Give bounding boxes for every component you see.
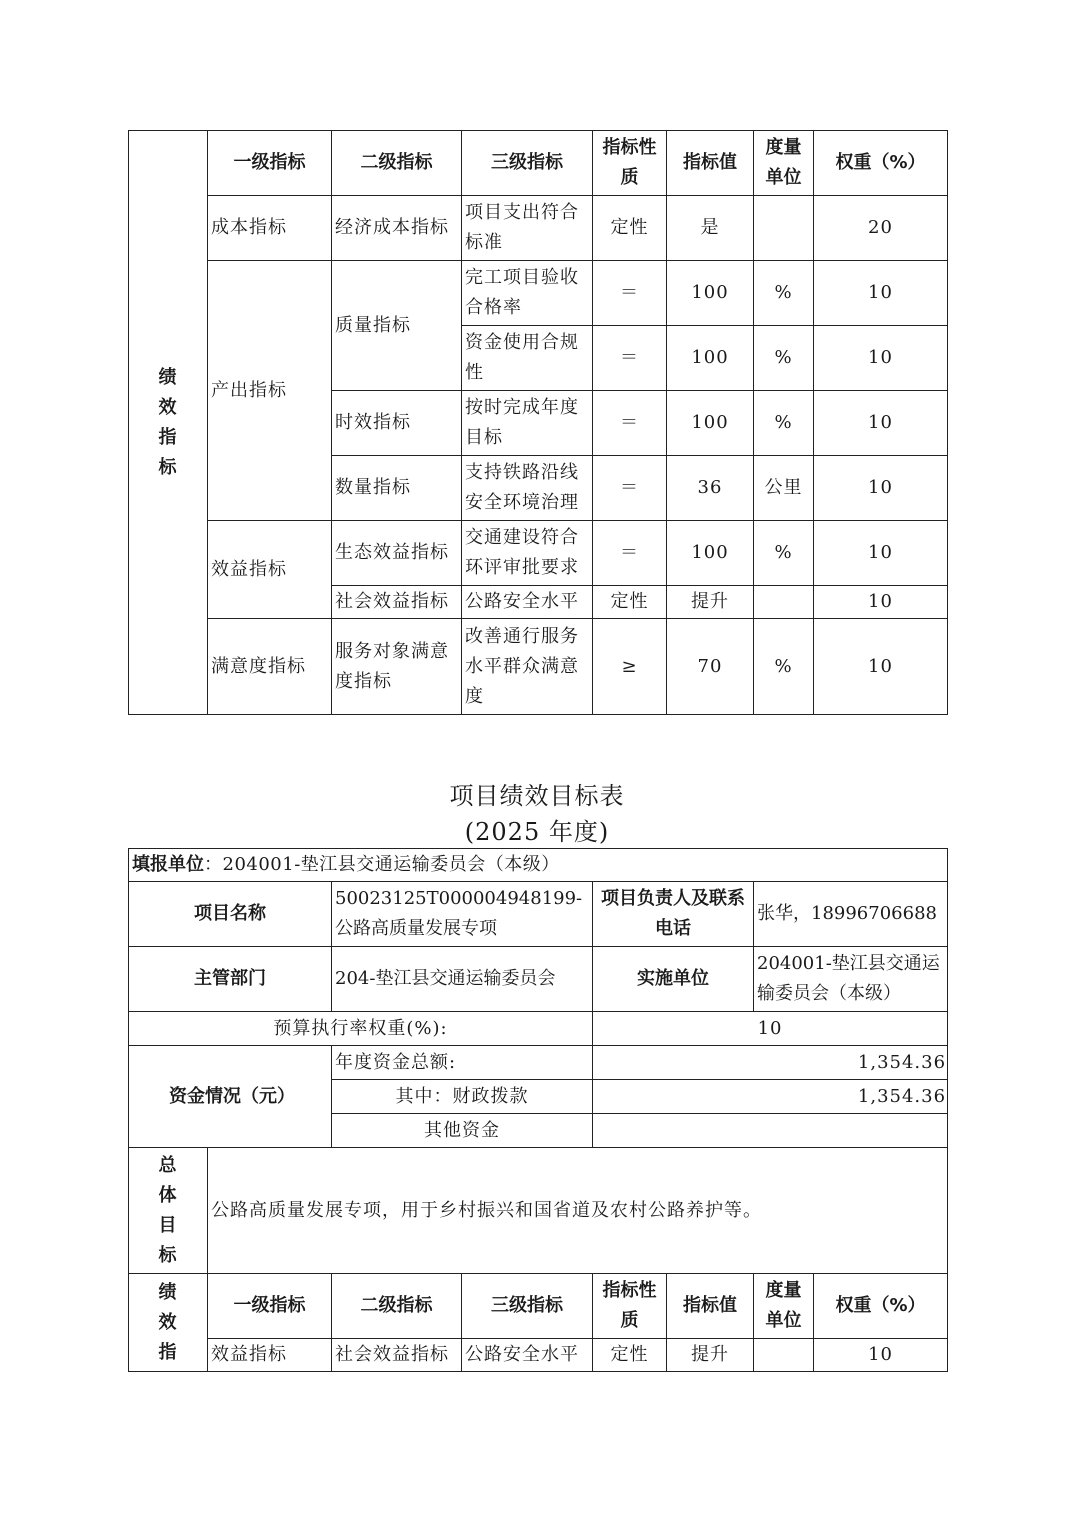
cell-l1: 产出指标: [208, 261, 332, 521]
contact-value: 张华，18996706688: [754, 882, 948, 947]
cell-weight: 20: [814, 196, 948, 261]
overall-goal-text: 公路高质量发展专项，用于乡村振兴和国省道及农村公路养护等。: [208, 1148, 948, 1274]
performance-indicators-side-label: 绩 效 指: [129, 1274, 208, 1372]
project-name-value: 50023125T000004948199-公路高质量发展专项: [332, 882, 593, 947]
performance-indicators-side-label: 绩 效 指 标: [129, 131, 208, 715]
cell-unit: %: [754, 391, 814, 456]
cell-nature: ＝: [593, 456, 667, 521]
cell-nature: 定性: [593, 1339, 667, 1372]
form-title: 项目绩效目标表: [449, 782, 625, 810]
header-level2: 二级指标: [332, 1274, 462, 1339]
annual-total-label: 年度资金总额:: [332, 1046, 593, 1080]
table-row: [129, 1339, 948, 1372]
header-value: 指标值: [667, 131, 754, 196]
cell-l3: 改善通行服务水平群众满意度: [462, 619, 593, 715]
cell-unit: %: [754, 619, 814, 715]
cell-value: 70: [667, 619, 754, 715]
project-name-label: 项目名称: [129, 882, 332, 947]
cell-value: 100: [667, 261, 754, 326]
cell-unit: [754, 1339, 814, 1372]
annual-total-value: 1,354.36: [593, 1046, 948, 1080]
impl-value: 204001-垫江县交通运输委员会（本级）: [754, 947, 948, 1012]
fiscal-label: 其中：财政拨款: [332, 1080, 593, 1114]
dept-label: 主管部门: [129, 947, 332, 1012]
cell-l1: 效益指标: [208, 521, 332, 619]
cell-weight: 10: [814, 619, 948, 715]
cell-value: 100: [667, 391, 754, 456]
cell-l2: 经济成本指标: [332, 196, 462, 261]
filler-unit-row: [129, 849, 948, 882]
table-row: [129, 619, 948, 715]
cell-unit: [754, 196, 814, 261]
header-level1: 一级指标: [208, 1274, 332, 1339]
header-level2: 二级指标: [332, 131, 462, 196]
cell-nature: 定性: [593, 586, 667, 619]
cell-weight: 10: [814, 456, 948, 521]
cell-value: 提升: [667, 1339, 754, 1372]
cell-weight: 10: [814, 586, 948, 619]
other-funds-value: [593, 1114, 948, 1148]
cell-l3: 项目支出符合标准: [462, 196, 593, 261]
cell-l2: 数量指标: [332, 456, 462, 521]
cell-nature: ＝: [593, 521, 667, 586]
header-nature: 指标性质: [593, 131, 667, 196]
other-funds-label: 其他资金: [332, 1114, 593, 1148]
budget-rate-value: 10: [593, 1012, 948, 1046]
cell-weight: 10: [814, 326, 948, 391]
header-level3: 三级指标: [462, 131, 593, 196]
cell-nature: 定性: [593, 196, 667, 261]
header-value: 指标值: [667, 1274, 754, 1339]
cell-l3: 支持铁路沿线安全环境治理: [462, 456, 593, 521]
cell-weight: 10: [814, 261, 948, 326]
cell-l3: 交通建设符合环评审批要求: [462, 521, 593, 586]
table-row: [129, 196, 948, 261]
impl-label: 实施单位: [593, 947, 754, 1012]
cell-l1: 成本指标: [208, 196, 332, 261]
cell-nature: ＝: [593, 391, 667, 456]
fiscal-value: 1,354.36: [593, 1080, 948, 1114]
cell-weight: 10: [814, 391, 948, 456]
header-unit: 度量单位: [754, 1274, 814, 1339]
cell-unit: %: [754, 261, 814, 326]
form-subtitle: (2025 年度): [464, 818, 610, 846]
filler-unit-value: ：204001-垫江县交通运输委员会（本级）: [204, 854, 560, 875]
header-nature: 指标性质: [593, 1274, 667, 1339]
cell-unit: %: [754, 326, 814, 391]
cell-l1: 满意度指标: [208, 619, 332, 715]
table-row: [129, 261, 948, 326]
cell-l3: 完工项目验收合格率: [462, 261, 593, 326]
cell-value: 100: [667, 326, 754, 391]
cell-weight: 10: [814, 1339, 948, 1372]
cell-l2: 时效指标: [332, 391, 462, 456]
cell-l2: 社会效益指标: [332, 1339, 462, 1372]
cell-l3: 公路安全水平: [462, 1339, 593, 1372]
contact-label: 项目负责人及联系电话: [593, 882, 754, 947]
cell-value: 提升: [667, 586, 754, 619]
cell-unit: 公里: [754, 456, 814, 521]
cell-unit: [754, 586, 814, 619]
cell-l3: 公路安全水平: [462, 586, 593, 619]
cell-value: 36: [667, 456, 754, 521]
cell-value: 是: [667, 196, 754, 261]
cell-nature: ＝: [593, 326, 667, 391]
performance-indicator-table: [128, 130, 948, 715]
funds-label: 资金情况（元）: [129, 1046, 332, 1148]
cell-l2: 生态效益指标: [332, 521, 462, 586]
cell-nature: ≥: [593, 619, 667, 715]
header-unit: 度量单位: [754, 131, 814, 196]
table-row: [129, 521, 948, 586]
dept-value: 204-垫江县交通运输委员会: [332, 947, 593, 1012]
cell-weight: 10: [814, 521, 948, 586]
cell-l2: 服务对象满意度指标: [332, 619, 462, 715]
header-weight: 权重（%）: [814, 131, 948, 196]
budget-rate-label: 预算执行率权重(%):: [129, 1012, 593, 1046]
cell-l2: 质量指标: [332, 261, 462, 391]
header-weight: 权重（%）: [814, 1274, 948, 1339]
overall-goal-label: 总 体 目 标: [129, 1148, 208, 1274]
cell-l3: 资金使用合规性: [462, 326, 593, 391]
header-level1: 一级指标: [208, 131, 332, 196]
project-goal-table: [128, 848, 948, 1372]
cell-unit: %: [754, 521, 814, 586]
cell-l1: 效益指标: [208, 1339, 332, 1372]
cell-nature: ＝: [593, 261, 667, 326]
cell-l3: 按时完成年度目标: [462, 391, 593, 456]
cell-l2: 社会效益指标: [332, 586, 462, 619]
header-level3: 三级指标: [462, 1274, 593, 1339]
cell-value: 100: [667, 521, 754, 586]
filler-unit-label: 填报单位: [132, 854, 204, 875]
